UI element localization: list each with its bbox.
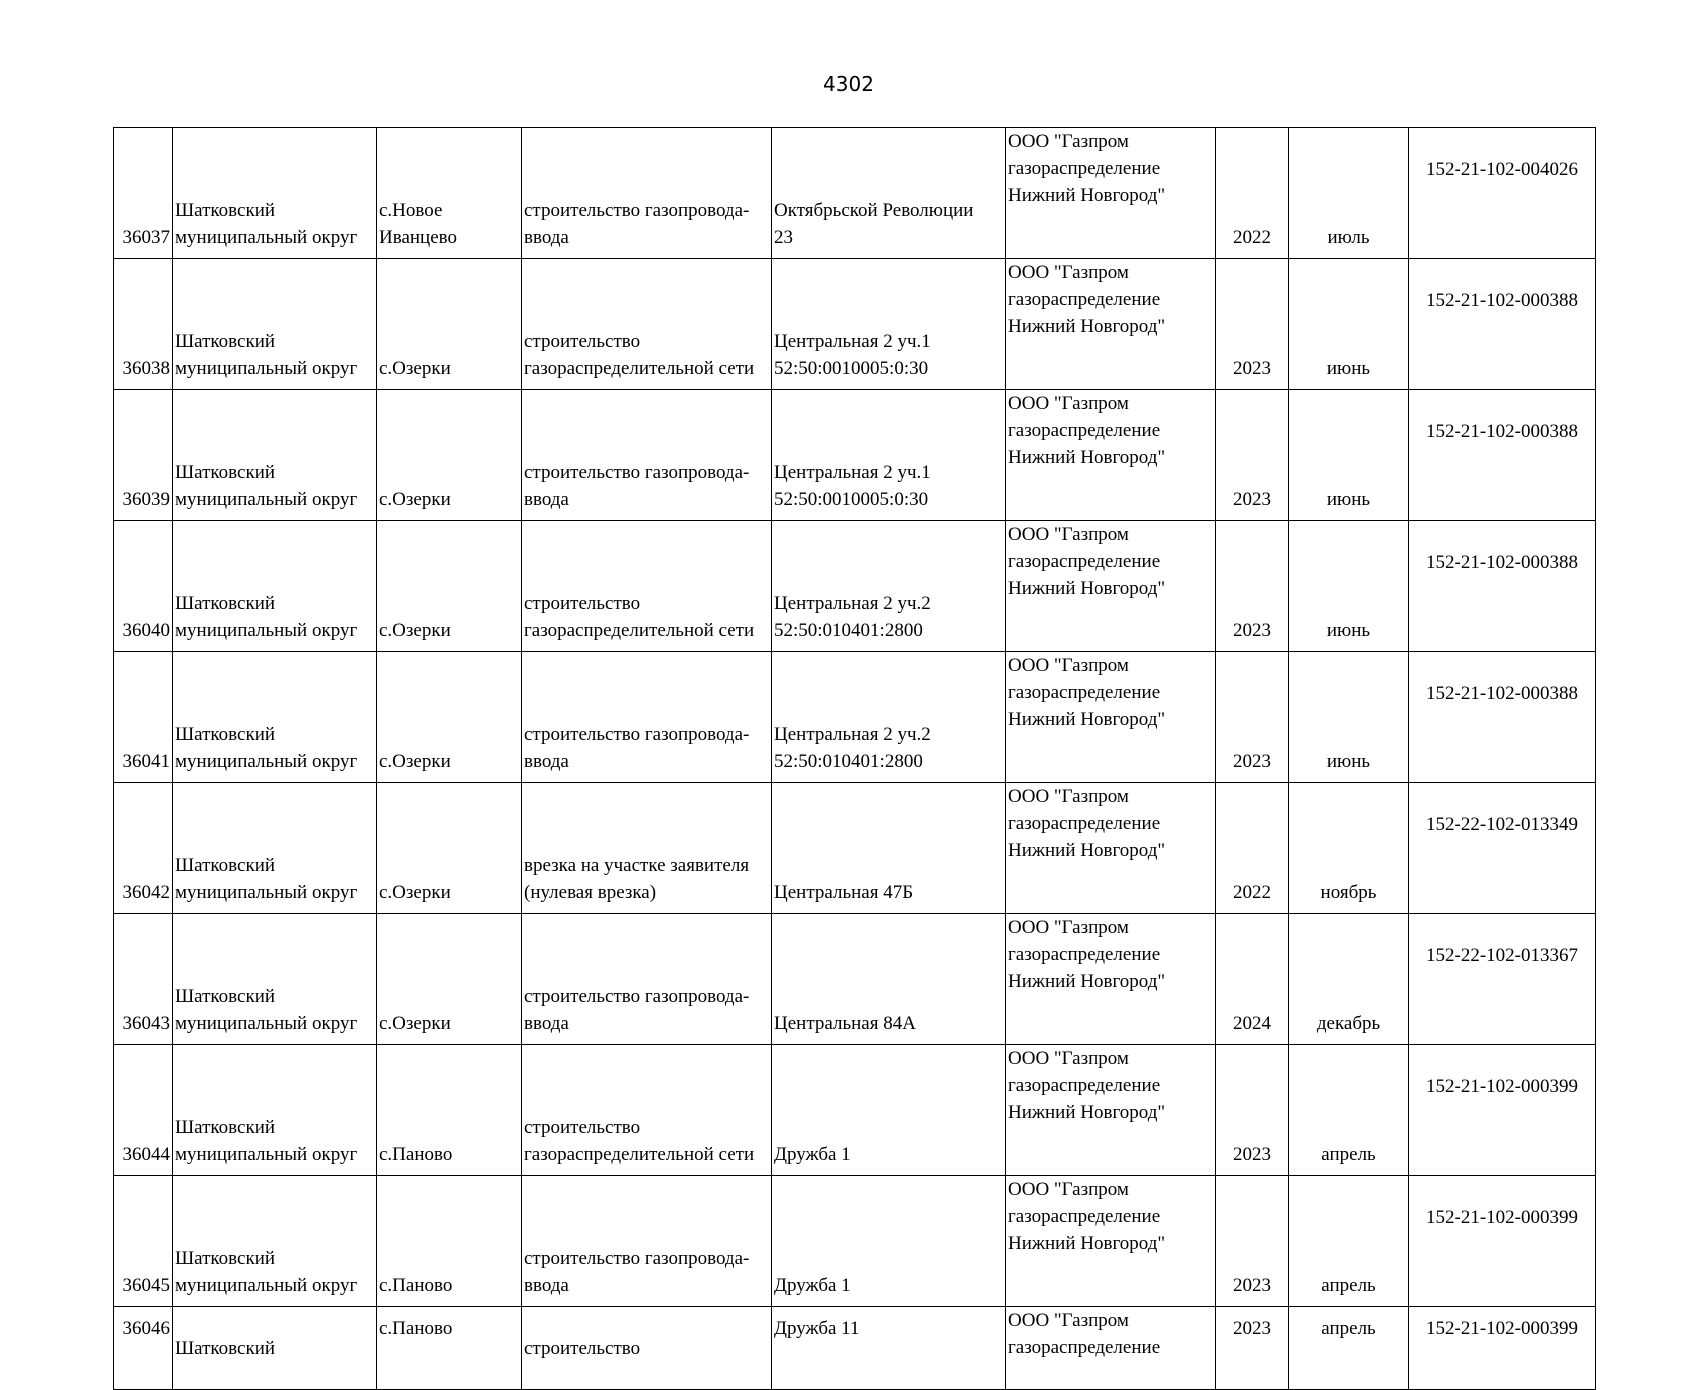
address-cell-line	[774, 1114, 1003, 1141]
district-cell-line: муниципальный округ	[175, 1013, 358, 1034]
settlement-cell-line	[379, 721, 519, 748]
district-cell	[173, 783, 377, 914]
organization-cell-line: ООО "Газпром	[1008, 917, 1129, 938]
month-cell-line: апрель	[1321, 1144, 1376, 1165]
year-cell	[1216, 128, 1289, 259]
row-number-cell-line: 36041	[122, 751, 170, 772]
work-type-cell-line: строительство газопровода-	[524, 1248, 750, 1269]
work-type-cell-line: (нулевая врезка)	[524, 882, 657, 903]
settlement-cell-line	[379, 1245, 519, 1272]
district-cell-line: муниципальный округ	[175, 751, 358, 772]
district-cell-line: Шатковский	[175, 200, 276, 221]
month-cell	[1289, 1176, 1409, 1307]
code-cell	[1409, 783, 1596, 914]
district-cell-line: Шатковский	[175, 1117, 276, 1138]
organization-cell-line: ООО "Газпром	[1008, 524, 1129, 545]
district-cell-line: муниципальный округ	[175, 882, 358, 903]
table-row	[114, 914, 1596, 1045]
code-cell	[1409, 128, 1596, 259]
organization-cell-line: ООО "Газпром	[1008, 1048, 1129, 1069]
district-cell-line: Шатковский	[175, 986, 276, 1007]
organization-cell-line: газораспределение	[1008, 944, 1161, 965]
settlement-cell	[377, 521, 522, 652]
month-cell	[1289, 521, 1409, 652]
organization-cell	[1006, 652, 1216, 783]
year-cell-line: 2023	[1233, 1144, 1271, 1165]
month-cell-line: апрель	[1321, 1275, 1376, 1296]
work-type-cell-line: ввода	[524, 751, 569, 772]
organization-cell	[1006, 259, 1216, 390]
row-number-cell-line: 36039	[122, 489, 170, 510]
work-type-cell	[522, 259, 772, 390]
district-cell	[173, 128, 377, 259]
address-cell-line: Центральная 2 уч.1	[774, 462, 931, 483]
district-cell-line: Шатковский	[175, 1338, 276, 1359]
month-cell	[1289, 914, 1409, 1045]
year-cell-line: 2023	[1233, 489, 1271, 510]
row-number-cell	[114, 652, 173, 783]
year-cell	[1216, 914, 1289, 1045]
district-cell	[173, 1045, 377, 1176]
year-cell-line: 2022	[1233, 882, 1271, 903]
code-cell-line: 152-21-102-000399	[1426, 1076, 1578, 1097]
organization-cell-line: Нижний Новгород"	[1008, 1102, 1166, 1123]
organization-cell	[1006, 914, 1216, 1045]
row-number-cell-line: 36037	[122, 227, 170, 248]
table-row	[114, 521, 1596, 652]
organization-cell-line: ООО "Газпром	[1008, 655, 1129, 676]
work-type-cell	[522, 652, 772, 783]
district-cell-line: муниципальный округ	[175, 1275, 358, 1296]
settlement-cell-line: с.Озерки	[379, 620, 451, 641]
work-type-cell-line: газораспределительной сети	[524, 358, 755, 379]
work-type-cell-line: ввода	[524, 1013, 569, 1034]
organization-cell-line: Нижний Новгород"	[1008, 840, 1166, 861]
organization-cell-line: ООО "Газпром	[1008, 131, 1129, 152]
year-cell	[1216, 1045, 1289, 1176]
code-cell-line: 152-21-102-000399	[1426, 1318, 1578, 1339]
row-number-cell	[114, 1045, 173, 1176]
work-type-cell-line: ввода	[524, 227, 569, 248]
row-number-cell	[114, 1307, 173, 1390]
organization-cell	[1006, 1176, 1216, 1307]
year-cell	[1216, 1176, 1289, 1307]
organization-cell-line: газораспределение	[1008, 289, 1161, 310]
code-cell-line: 152-21-102-000388	[1426, 421, 1578, 442]
month-cell-line: ноябрь	[1320, 882, 1377, 903]
code-cell-line: 152-22-102-013349	[1426, 814, 1578, 835]
gas-connection-table	[113, 127, 1596, 1390]
month-cell	[1289, 128, 1409, 259]
year-cell-line: 2023	[1233, 620, 1271, 641]
district-cell-line: муниципальный округ	[175, 227, 358, 248]
organization-cell-line: ООО "Газпром	[1008, 1310, 1129, 1331]
settlement-cell-line: с.Паново	[379, 1318, 453, 1339]
district-cell	[173, 1176, 377, 1307]
row-number-cell	[114, 783, 173, 914]
organization-cell-line: газораспределение	[1008, 1337, 1161, 1358]
month-cell	[1289, 259, 1409, 390]
district-cell	[173, 259, 377, 390]
work-type-cell-line: врезка на участке заявителя	[524, 855, 750, 876]
settlement-cell-line: с.Новое	[379, 200, 443, 221]
work-type-cell	[522, 128, 772, 259]
settlement-cell	[377, 914, 522, 1045]
month-cell	[1289, 652, 1409, 783]
district-cell-line: муниципальный округ	[175, 620, 358, 641]
organization-cell-line: Нижний Новгород"	[1008, 1233, 1166, 1254]
district-cell-line: муниципальный округ	[175, 489, 358, 510]
work-type-cell-line: ввода	[524, 489, 569, 510]
address-cell	[772, 521, 1006, 652]
settlement-cell	[377, 783, 522, 914]
year-cell	[1216, 259, 1289, 390]
work-type-cell-line: ввода	[524, 1275, 569, 1296]
address-cell-line: Центральная 2 уч.2	[774, 724, 931, 745]
address-cell	[772, 652, 1006, 783]
address-cell-line: Центральная 84А	[774, 1013, 916, 1034]
address-cell-line: Центральная 2 уч.2	[774, 593, 931, 614]
code-cell-line: 152-22-102-013367	[1426, 945, 1578, 966]
year-cell-line: 2024	[1233, 1013, 1271, 1034]
address-cell-line: 52:50:0010005:0:30	[774, 489, 929, 510]
row-number-cell	[114, 1176, 173, 1307]
settlement-cell-line: с.Озерки	[379, 882, 451, 903]
settlement-cell	[377, 1176, 522, 1307]
code-cell	[1409, 390, 1596, 521]
address-cell-line: 23	[774, 227, 793, 248]
organization-cell-line: газораспределение	[1008, 1206, 1161, 1227]
row-number-cell-line: 36045	[122, 1275, 170, 1296]
work-type-cell-line: строительство	[524, 1117, 641, 1138]
month-cell-line: июнь	[1326, 489, 1371, 510]
work-type-cell	[522, 1307, 772, 1390]
row-number-cell-line: 36042	[122, 882, 170, 903]
row-number-cell	[114, 128, 173, 259]
code-cell	[1409, 1307, 1596, 1390]
work-type-cell-line: строительство	[524, 593, 641, 614]
district-cell-line: муниципальный округ	[175, 1144, 358, 1165]
organization-cell-line: ООО "Газпром	[1008, 393, 1129, 414]
settlement-cell	[377, 259, 522, 390]
address-cell	[772, 1176, 1006, 1307]
settlement-cell-line	[379, 328, 519, 355]
work-type-cell-line: строительство газопровода-	[524, 462, 750, 483]
row-number-cell-line: 36040	[122, 620, 170, 641]
address-cell	[772, 259, 1006, 390]
address-cell-line: 52:50:010401:2800	[774, 620, 923, 641]
table-row	[114, 390, 1596, 521]
year-cell	[1216, 1307, 1289, 1390]
year-cell-line: 2023	[1233, 1275, 1271, 1296]
year-cell	[1216, 783, 1289, 914]
code-cell	[1409, 1045, 1596, 1176]
table-row	[114, 259, 1596, 390]
month-cell-line: июнь	[1326, 620, 1371, 641]
settlement-cell-line: с.Озерки	[379, 489, 451, 510]
table-row	[114, 652, 1596, 783]
row-number-cell-line: 36044	[122, 1144, 170, 1165]
district-cell	[173, 390, 377, 521]
organization-cell-line: газораспределение	[1008, 420, 1161, 441]
year-cell	[1216, 390, 1289, 521]
address-cell-line: 52:50:0010005:0:30	[774, 358, 929, 379]
district-cell-line: муниципальный округ	[175, 358, 358, 379]
code-cell-line: 152-21-102-004026	[1426, 159, 1578, 180]
address-cell-line: Дружба 11	[774, 1318, 860, 1339]
settlement-cell	[377, 652, 522, 783]
work-type-cell	[522, 390, 772, 521]
organization-cell-line: газораспределение	[1008, 1075, 1161, 1096]
row-number-cell	[114, 914, 173, 1045]
district-cell	[173, 521, 377, 652]
month-cell-line: декабрь	[1316, 1013, 1381, 1034]
settlement-cell-line	[379, 459, 519, 486]
year-cell	[1216, 652, 1289, 783]
address-cell	[772, 914, 1006, 1045]
settlement-cell	[377, 1307, 522, 1390]
table-row	[114, 128, 1596, 259]
row-number-cell-line: 36043	[122, 1013, 170, 1034]
settlement-cell-line	[379, 852, 519, 879]
address-cell-line	[774, 1245, 1003, 1272]
row-number-cell	[114, 521, 173, 652]
row-number-cell-line: 36038	[122, 358, 170, 379]
code-cell-line: 152-21-102-000388	[1426, 290, 1578, 311]
code-cell-line: 152-21-102-000399	[1426, 1207, 1578, 1228]
code-cell	[1409, 521, 1596, 652]
work-type-cell-line: строительство газопровода-	[524, 200, 750, 221]
code-cell-line: 152-21-102-000388	[1426, 683, 1578, 704]
table-row	[114, 1176, 1596, 1307]
district-cell-line: Шатковский	[175, 1248, 276, 1269]
address-cell-line	[774, 852, 1003, 879]
month-cell	[1289, 1307, 1409, 1390]
row-number-cell	[114, 390, 173, 521]
organization-cell-line: Нижний Новгород"	[1008, 185, 1166, 206]
work-type-cell	[522, 914, 772, 1045]
month-cell-line: июнь	[1326, 751, 1371, 772]
month-cell	[1289, 390, 1409, 521]
organization-cell	[1006, 390, 1216, 521]
code-cell	[1409, 914, 1596, 1045]
district-cell	[173, 652, 377, 783]
year-cell-line: 2023	[1233, 358, 1271, 379]
district-cell-line: Шатковский	[175, 331, 276, 352]
address-cell	[772, 783, 1006, 914]
organization-cell-line: Нижний Новгород"	[1008, 578, 1166, 599]
month-cell	[1289, 1045, 1409, 1176]
month-cell	[1289, 783, 1409, 914]
district-cell-line: Шатковский	[175, 462, 276, 483]
address-cell-line: Центральная 47Б	[774, 882, 914, 903]
organization-cell	[1006, 521, 1216, 652]
address-cell-line: 52:50:010401:2800	[774, 751, 923, 772]
work-type-cell-line: строительство	[524, 1338, 641, 1359]
district-cell-line: Шатковский	[175, 855, 276, 876]
address-cell-line: Дружба 1	[774, 1144, 851, 1165]
table-row	[114, 1045, 1596, 1176]
work-type-cell	[522, 1045, 772, 1176]
address-cell	[772, 1307, 1006, 1390]
organization-cell-line: газораспределение	[1008, 682, 1161, 703]
settlement-cell-line: с.Паново	[379, 1275, 453, 1296]
work-type-cell-line: строительство газопровода-	[524, 986, 750, 1007]
address-cell-line: Октябрьской Революции	[774, 200, 974, 221]
row-number-cell-line: 36046	[122, 1318, 170, 1339]
settlement-cell-line	[379, 590, 519, 617]
address-cell-line: Дружба 1	[774, 1275, 851, 1296]
year-cell-line: 2023	[1233, 1318, 1271, 1339]
organization-cell	[1006, 128, 1216, 259]
table-row	[114, 1307, 1596, 1390]
month-cell-line: июнь	[1326, 358, 1371, 379]
work-type-cell-line: газораспределительной сети	[524, 620, 755, 641]
settlement-cell-line: Иванцево	[379, 227, 457, 248]
district-cell-line: Шатковский	[175, 593, 276, 614]
organization-cell-line: Нижний Новгород"	[1008, 709, 1166, 730]
organization-cell-line: газораспределение	[1008, 158, 1161, 179]
settlement-cell-line: с.Озерки	[379, 1013, 451, 1034]
organization-cell	[1006, 1307, 1216, 1390]
code-cell	[1409, 259, 1596, 390]
district-cell	[173, 1307, 377, 1390]
row-number-cell	[114, 259, 173, 390]
code-cell	[1409, 1176, 1596, 1307]
organization-cell-line: газораспределение	[1008, 813, 1161, 834]
address-cell	[772, 128, 1006, 259]
organization-cell-line: газораспределение	[1008, 551, 1161, 572]
year-cell	[1216, 521, 1289, 652]
organization-cell-line: ООО "Газпром	[1008, 1179, 1129, 1200]
settlement-cell-line	[379, 983, 519, 1010]
month-cell-line: апрель	[1321, 1318, 1376, 1339]
year-cell-line: 2022	[1233, 227, 1271, 248]
settlement-cell-line	[379, 1114, 519, 1141]
organization-cell	[1006, 1045, 1216, 1176]
work-type-cell	[522, 783, 772, 914]
address-cell-line: Центральная 2 уч.1	[774, 331, 931, 352]
organization-cell-line: Нижний Новгород"	[1008, 316, 1166, 337]
settlement-cell-line: с.Озерки	[379, 751, 451, 772]
table-body	[114, 128, 1596, 1390]
organization-cell	[1006, 783, 1216, 914]
address-cell-line	[774, 983, 1003, 1010]
year-cell-line: 2023	[1233, 751, 1271, 772]
organization-cell-line: Нижний Новгород"	[1008, 447, 1166, 468]
address-cell	[772, 1045, 1006, 1176]
month-cell-line: июль	[1327, 227, 1370, 248]
organization-cell-line: Нижний Новгород"	[1008, 971, 1166, 992]
settlement-cell	[377, 128, 522, 259]
settlement-cell	[377, 390, 522, 521]
code-cell	[1409, 652, 1596, 783]
work-type-cell-line: строительство газопровода-	[524, 724, 750, 745]
settlement-cell-line: с.Паново	[379, 1144, 453, 1165]
work-type-cell-line: строительство	[524, 331, 641, 352]
address-cell	[772, 390, 1006, 521]
settlement-cell-line: с.Озерки	[379, 358, 451, 379]
table-row	[114, 783, 1596, 914]
page-number: 4302	[823, 72, 874, 96]
district-cell-line: Шатковский	[175, 724, 276, 745]
organization-cell-line: ООО "Газпром	[1008, 786, 1129, 807]
work-type-cell-line: газораспределительной сети	[524, 1144, 755, 1165]
work-type-cell	[522, 1176, 772, 1307]
organization-cell-line: ООО "Газпром	[1008, 262, 1129, 283]
settlement-cell	[377, 1045, 522, 1176]
work-type-cell	[522, 521, 772, 652]
district-cell	[173, 914, 377, 1045]
code-cell-line: 152-21-102-000388	[1426, 552, 1578, 573]
